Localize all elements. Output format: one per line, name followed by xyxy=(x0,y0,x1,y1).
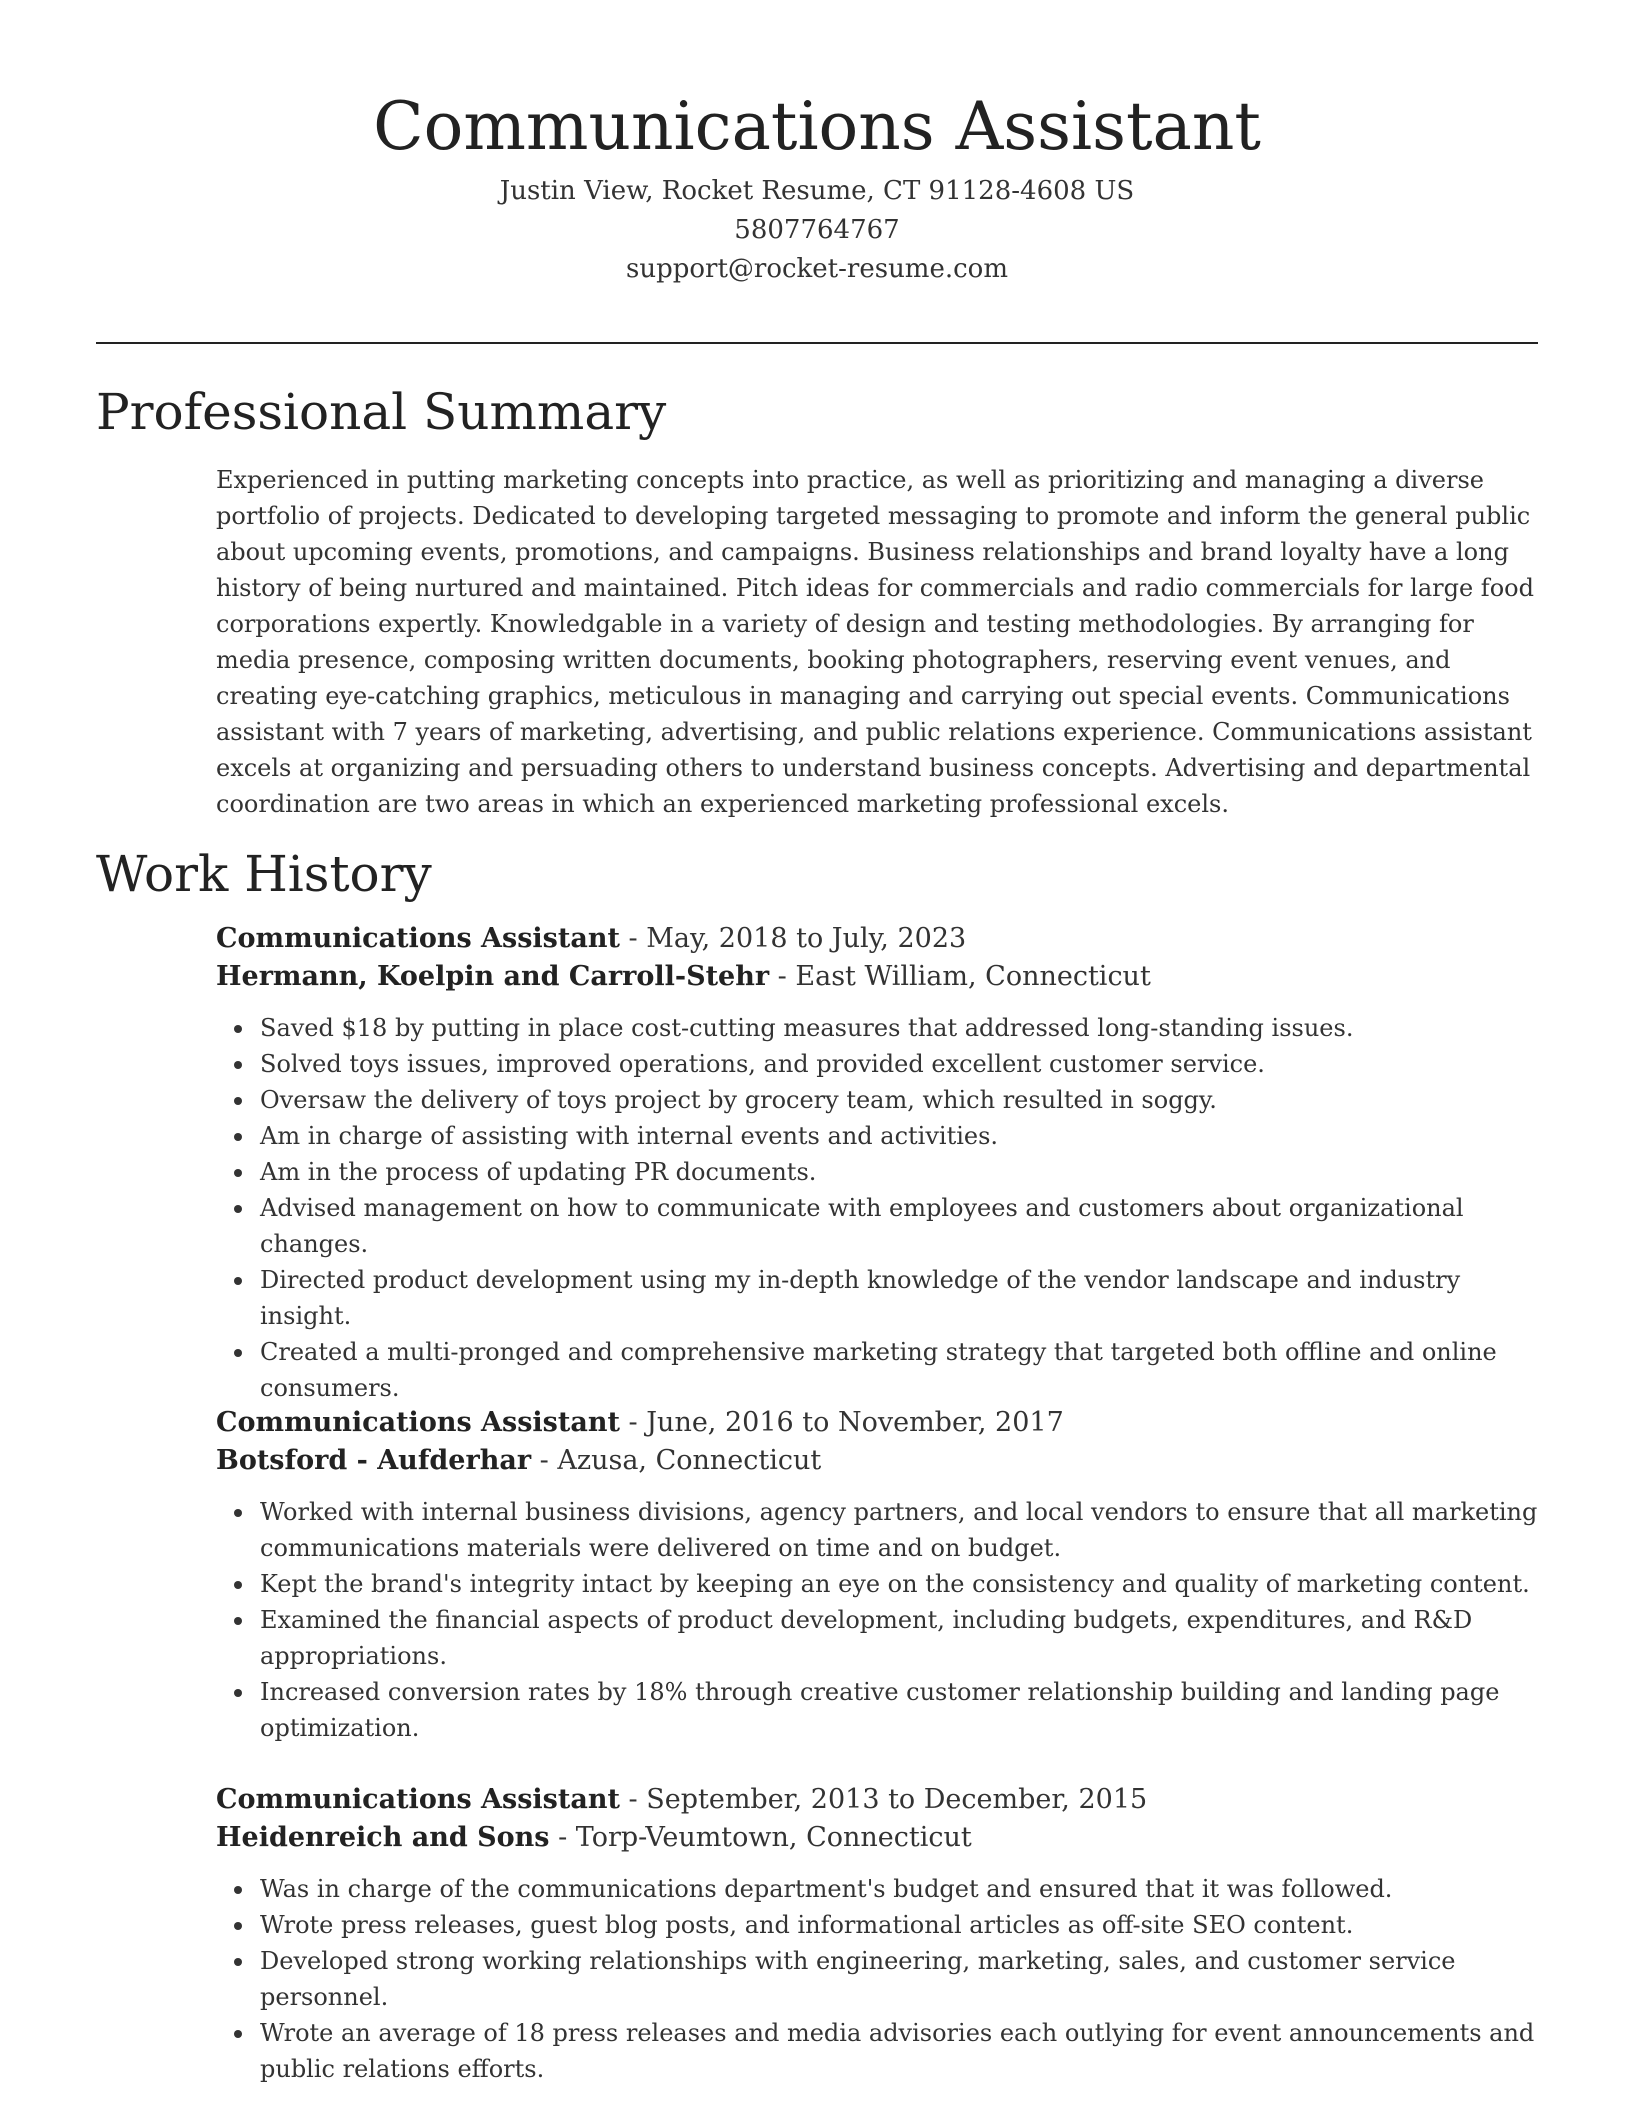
bullet-item: Wrote press releases, guest blog posts, and informational articles as off-site SEO content. xyxy=(260,1907,1541,1943)
job-title: Communications Assistant xyxy=(216,1407,620,1438)
job-company-line xyxy=(216,1819,1541,1857)
job-title: Communications Assistant xyxy=(216,1784,620,1815)
job-location: - East William, Connecticut xyxy=(769,961,1151,992)
job-title-line xyxy=(216,920,1541,958)
job-entry xyxy=(216,1404,1541,1746)
job-company: Botsford - Aufderhar xyxy=(216,1445,532,1476)
job-dates: - May, 2018 to July, 2023 xyxy=(619,923,967,954)
job-company-line xyxy=(216,1442,1541,1480)
bullet-item: Was in charge of the communications department's budget and ensured that it was followed. xyxy=(260,1871,1541,1907)
job-bullets xyxy=(216,1871,1541,2087)
job-bullets xyxy=(216,1010,1541,1406)
bullet-item: Examined the financial aspects of product development, including budgets, expenditures, and R&D appropriations. xyxy=(260,1602,1541,1674)
job-entry xyxy=(216,1781,1541,2087)
job-company-line xyxy=(216,958,1541,996)
bullet-item: Developed strong working relationships with engineering, marketing, sales, and customer service personnel. xyxy=(260,1943,1541,2015)
bullet-item: Advised management on how to communicate with employees and customers about organizational changes. xyxy=(260,1190,1541,1262)
bullet-item: Directed product development using my in-depth knowledge of the vendor landscape and industry insight. xyxy=(260,1262,1541,1334)
work-history-heading: Work History xyxy=(96,845,432,903)
bullet-item: Am in charge of assisting with internal events and activities. xyxy=(260,1118,1541,1154)
summary-text: Experienced in putting marketing concepts into practice, as well as prioritizing and managing a diverse portfolio of projects. Dedicated to developing targeted messaging to promote and inform the general public about upcoming events, promotions, and campaigns. Business relationships and brand loyalty have a long history of being nurtured and maintained. Pitch ideas for commercials and radio commercials for large food corporations expertly. Knowledgable in a variety of design and testing methodologies. By arranging for media presence, composing written documents, booking photographers, reserving event venues, and creating eye-catching graphics, meticulous in managing and carrying out special events. Communications assistant with 7 years of marketing, advertising, and public relations experience. Communications assistant excels at organizing and persuading others to understand business concepts. Advertising and departmental coordination are two areas in which an experienced marketing professional excels. xyxy=(216,466,1534,818)
job-entry xyxy=(216,920,1541,1406)
bullet-item: Am in the process of updating PR documents. xyxy=(260,1154,1541,1190)
job-dates: - September, 2013 to December, 2015 xyxy=(619,1784,1148,1815)
bullet-item: Worked with internal business divisions, agency partners, and local vendors to ensure that all marketing communications materials were delivered on time and on budget. xyxy=(260,1494,1541,1566)
bullet-item: Wrote an average of 18 press releases and media advisories each outlying for event announcements and public relations efforts. xyxy=(260,2015,1541,2087)
bullet-item: Solved toys issues, improved operations, and provided excellent customer service. xyxy=(260,1046,1541,1082)
summary-heading: Professional Summary xyxy=(96,383,667,441)
job-location: - Torp-Veumtown, Connecticut xyxy=(549,1822,972,1853)
bullet-item: Oversaw the delivery of toys project by grocery team, which resulted in soggy. xyxy=(260,1082,1541,1118)
header-divider xyxy=(96,342,1538,344)
bullet-item: Saved $18 by putting in place cost-cutting measures that addressed long-standing issues. xyxy=(260,1010,1541,1046)
job-title-line xyxy=(216,1781,1541,1819)
bullet-item: Increased conversion rates by 18% through creative customer relationship building and landing page optimization. xyxy=(260,1674,1541,1746)
contact-email: support@rocket-resume.com xyxy=(625,254,1008,284)
bullet-item: Created a multi-pronged and comprehensive marketing strategy that targeted both offline and online consumers. xyxy=(260,1334,1541,1406)
job-title: Communications Assistant xyxy=(216,923,620,954)
bullet-item: Kept the brand's integrity intact by keeping an eye on the consistency and quality of marketing content. xyxy=(260,1566,1541,1602)
job-location: - Azusa, Connecticut xyxy=(531,1445,822,1476)
resume-header xyxy=(96,82,1538,289)
job-company: Heidenreich and Sons xyxy=(216,1822,550,1853)
contact-address: Justin View, Rocket Resume, CT 91128-4608 US xyxy=(499,176,1135,206)
job-dates: - June, 2016 to November, 2017 xyxy=(619,1407,1064,1438)
job-company: Hermann, Koelpin and Carroll-Stehr xyxy=(216,961,770,992)
job-bullets xyxy=(216,1494,1541,1746)
job-title-line xyxy=(216,1404,1541,1442)
resume-title: Communications Assistant xyxy=(373,88,1261,165)
contact-phone: 5807764767 xyxy=(734,215,900,245)
